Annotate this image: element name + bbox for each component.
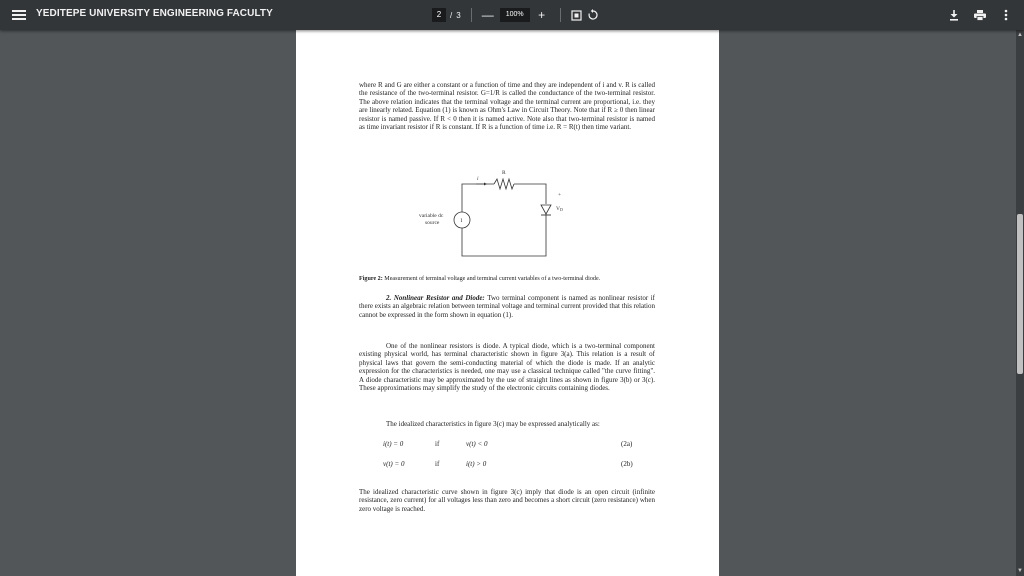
source-label-line2: source <box>425 220 440 226</box>
page-number-input[interactable]: 2 <box>432 8 446 22</box>
resistor-label: R <box>502 170 506 176</box>
scroll-up-icon[interactable]: ▲ <box>1017 32 1023 38</box>
print-icon[interactable] <box>972 7 988 23</box>
paragraph-diode: One of the nonlinear resistors is diode. A typical diode, which is a two-terminal component existing physical world, has terminal characteristic shown in figure 3(a). This relation is a result of physical laws that govern the semi-conducting material of which the diode is made. If an analytic expression for the characteristics is needed, one may use a classical technique called "the curve fitting". A diode characteristic may be approximated by the use of straight lines as shown in figure 3(b) or 3(c). These approximations may simplify the study of the electronic circuits containing diodes. <box>359 342 655 393</box>
paragraph-idealized: The idealized characteristics in figure 3(c) may be expressed analytically as: <box>386 420 600 428</box>
equation-lhs: v(t) = 0 <box>383 460 405 468</box>
rotate-icon[interactable] <box>585 7 601 23</box>
paragraph-nonlinear-text: Two terminal component is named as nonlinear resistor if there exists an algebraic relation between terminal voltage and terminal current provided that this relation cannot be expressed in the form shown in equation (1). <box>359 294 656 319</box>
toolbar-divider <box>471 8 472 22</box>
caption-label: Figure 2: <box>359 276 383 282</box>
zoom-out-button[interactable]: — <box>481 8 494 22</box>
scrollbar-thumb[interactable] <box>1017 214 1023 374</box>
plus-label: + <box>558 192 562 198</box>
vd-label: VD <box>556 206 563 212</box>
circuit-figure <box>414 166 574 266</box>
source-label-line1: variable dc <box>419 213 444 219</box>
equation-condition: i(t) > 0 <box>466 460 487 468</box>
equation-if: if <box>435 460 440 468</box>
caption-text: Measurement of terminal voltage and terminal current variables of a two-terminal diode. <box>382 276 601 282</box>
pdf-page <box>296 30 719 576</box>
equation-if: if <box>435 440 440 448</box>
page-total: 3 <box>456 10 461 20</box>
equation-number: (2a) <box>621 440 633 448</box>
figure-caption <box>359 275 659 283</box>
page-separator: / <box>450 10 453 20</box>
resistor-symbol <box>494 179 514 189</box>
more-options-icon[interactable] <box>998 7 1014 23</box>
page-zoom-controls <box>432 7 601 23</box>
zoom-level-input[interactable]: 100% <box>500 8 530 22</box>
equation-lhs: i(t) = 0 <box>383 440 404 448</box>
equation-2a <box>359 440 655 449</box>
pdf-toolbar <box>0 0 1024 30</box>
toolbar-actions <box>946 7 1014 23</box>
equation-2b <box>359 460 655 469</box>
paragraph-nonlinear <box>359 294 655 319</box>
circuit-diagram <box>414 166 574 266</box>
vertical-scrollbar[interactable] <box>1016 30 1024 576</box>
section-heading: 2. Nonlinear Resistor and Diode: <box>386 294 485 302</box>
toolbar-divider <box>560 8 561 22</box>
document-title: YEDITEPE UNIVERSITY ENGINEERING FACULTY <box>36 8 273 19</box>
paragraph-ideal-curve: The idealized characteristic curve shown in figure 3(c) imply that diode is an open circuit (infinite resistance, zero current) for all voltages less than zero and becomes a short circuit (zero resistance) when zero voltage is reached. <box>359 488 655 513</box>
fit-page-icon[interactable] <box>569 7 585 23</box>
scroll-down-icon[interactable]: ▼ <box>1017 568 1023 574</box>
current-label: i <box>477 176 479 182</box>
diode-symbol <box>541 205 551 214</box>
source-symbol-label: I <box>460 218 463 224</box>
equation-number: (2b) <box>621 460 633 468</box>
paragraph-ohms-law: where R and G are either a constant or a function of time and they are independent of i and v. R is called the resistance of the two-terminal resistor. G=1/R is called the conductance of the two-terminal resistor. The above relation indicates that the terminal voltage and the terminal current are proportional, i.e. they are linearly related. Equation (1) is known as Ohm's Law in Circuit Theory. Note that if R ≥ 0 then linear resistor is named passive. If R < 0 then it is named active. Note also that two-terminal resistor is named as time invariant resistor if R is constant. If R is a function of time i.e. R = R(t) then time variant. <box>359 81 655 132</box>
download-icon[interactable] <box>946 7 962 23</box>
menu-icon[interactable] <box>12 8 26 22</box>
equation-condition: v(t) < 0 <box>466 440 488 448</box>
zoom-in-button[interactable]: + <box>538 8 546 22</box>
